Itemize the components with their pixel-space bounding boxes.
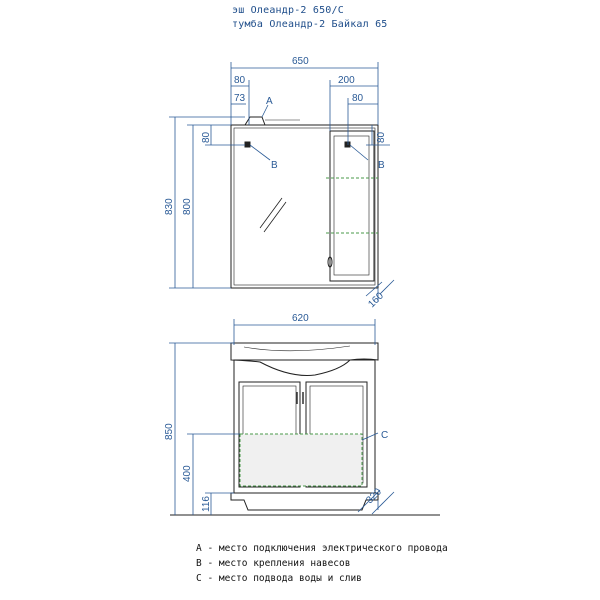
mirror-cabinet-door [330, 131, 374, 281]
marker-a: A [266, 96, 273, 107]
dim-mirror-width: 650 [292, 56, 309, 67]
dim-vanity-depth: 320 [364, 486, 384, 507]
dim-vanity-width: 620 [292, 313, 309, 324]
basin-outline [231, 343, 378, 375]
mirror-dim-labels [164, 56, 387, 310]
dim-body-height: 800 [182, 198, 193, 215]
vanity-unit [170, 343, 440, 515]
dim-left-mount: 80 [201, 131, 212, 143]
basin-rim [244, 346, 350, 351]
mirror-unit [231, 117, 378, 288]
dim-bottom-height: 116 [201, 496, 212, 512]
legend-item-b [196, 558, 350, 569]
dim-right-mount: 80 [376, 131, 387, 143]
mirror-glare-2 [264, 202, 286, 232]
title-line-mirror: эш Олеандр-2 650/С [232, 5, 344, 16]
dim-pipe-height: 400 [182, 465, 193, 482]
dim-left-offset: 80 [234, 75, 246, 86]
water-supply-zone [240, 434, 362, 486]
lamp-fixture [245, 117, 265, 125]
dim-cabinet-width: 200 [338, 75, 355, 86]
dim-vanity-height: 850 [164, 423, 175, 440]
legend-item-a [196, 543, 448, 554]
dim-mirror-depth: 160 [366, 290, 386, 311]
marker-b-left: B [271, 160, 278, 171]
mirror-body-inner [234, 128, 375, 285]
dim-cabinet-offset: 80 [352, 93, 364, 104]
marker-b-right: B [378, 160, 385, 171]
legend-letter-b: B [196, 558, 202, 569]
vanity-base [231, 493, 378, 510]
title-line-vanity: тумба Олеандр-2 Байкал 65 [232, 19, 388, 30]
legend-item-c [196, 573, 362, 584]
dim-lamp-offset: 73 [234, 93, 246, 104]
mount-point-right [345, 142, 350, 147]
legend-text-c: - место подвода воды и слив [201, 573, 362, 584]
legend-letter-a: A [196, 543, 202, 554]
legend-letter-c: C [196, 573, 202, 584]
dim-total-height: 830 [164, 198, 175, 215]
mirror-glare-1 [260, 198, 282, 228]
marker-c: C [381, 430, 389, 441]
mount-point-left [245, 142, 250, 147]
legend-text-a: - место подключения электрического провода [201, 543, 448, 554]
legend-text-b: - место крепления навесов [201, 558, 351, 569]
